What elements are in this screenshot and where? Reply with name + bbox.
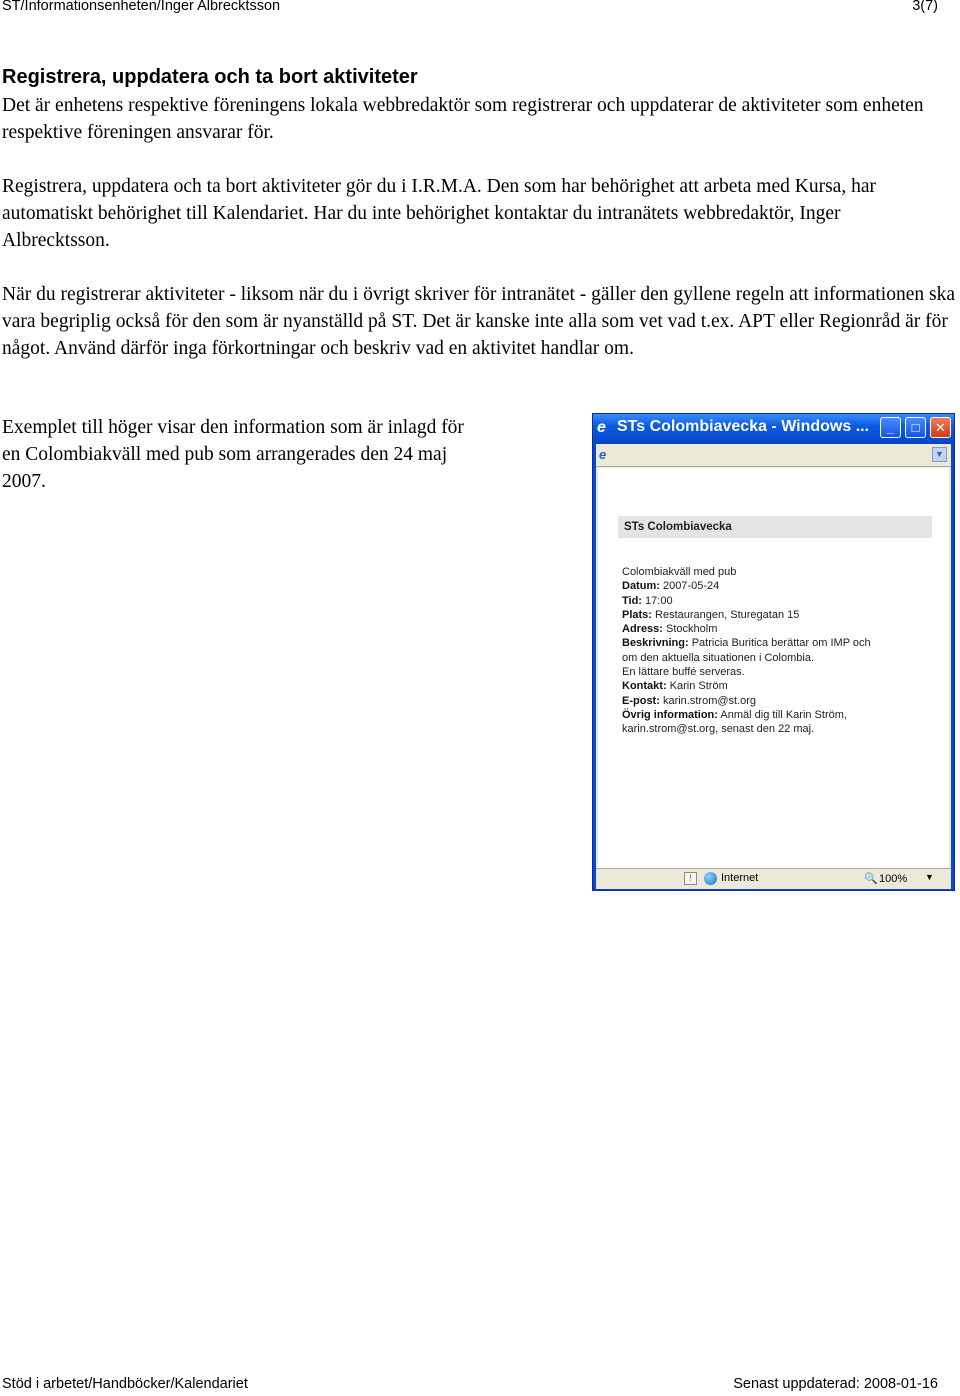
tid-label: Tid: (622, 594, 642, 607)
page-header-left: ST/Informationsenheten/Inger Albrecktsson (2, 0, 281, 14)
maximize-button: □ (905, 417, 926, 438)
window-title: STs Colombiavecka - Windows ... (617, 418, 870, 435)
page-footer-left: Stöd i arbetet/Handböcker/Kalendariet (2, 1376, 248, 1392)
security-zone: Internet (721, 872, 759, 884)
epost-label: E-post: (622, 694, 660, 707)
window-titlebar (593, 414, 954, 444)
page-status-icon: ! (684, 872, 697, 885)
paragraph-writing-rule: När du registrerar aktiviteter - liksom när du i övrigt skriver för intranätet - gäller den gyllene regeln att informationen ska vara begriplig också för den som är nyanställd på ST. Det är kanske inte alla som vet vad t.ex. APT eller Regionråd är för något. Använd därför inga förkortningar och beskriv vad en aktivitet handlar om. (2, 284, 955, 359)
ovrig-label: Övrig information: (622, 708, 718, 721)
beskrivning-value-2: om den aktuella situationen i Colombia. (622, 651, 815, 664)
close-button: ✕ (930, 417, 951, 438)
event-subtitle: Colombiakväll med pub (622, 566, 737, 578)
plats-value: Restaurangen, Sturegatan 15 (655, 608, 800, 621)
paragraph-intro: Det är enhetens respektive föreningens lokala webbredaktör som registrerar och uppdaterar de aktiviteter som enheten respektive föreningen ansvarar för. (2, 95, 924, 143)
datum-value: 2007-05-24 (662, 580, 720, 593)
last-updated: Senast uppdaterad: 2008-01-16 (733, 1376, 938, 1392)
window-frame (596, 444, 951, 888)
beskrivning-value-3: En lättare buffé serveras. (622, 666, 745, 679)
kontakt-label: Kontakt: (622, 680, 667, 693)
example-screenshot (592, 413, 955, 891)
page-number: 3(7) (912, 0, 938, 14)
kontakt-value: Karin Ström (669, 680, 728, 693)
beskrivning-value-1: Patricia Buritica berättar om IMP och (691, 637, 871, 650)
page-content (598, 468, 949, 868)
status-bar (596, 868, 951, 889)
address-bar (596, 444, 951, 467)
event-details (622, 565, 942, 737)
beskrivning-label: Beskrivning: (622, 637, 689, 650)
paragraph-permissions: Registrera, uppdatera och ta bort aktiviteter gör du i I.R.M.A. Den som har behörighet att arbeta med Kursa, har automatiskt behörighet till Kalendariet. Har du inte behörighet kontaktar du intranätets webbredaktör, Inger Albrecktsson. (2, 176, 876, 251)
plats-label: Plats: (622, 608, 652, 621)
page-icon: e (599, 447, 607, 462)
adress-value: Stockholm (666, 623, 718, 636)
epost-value: karin.strom@st.org (662, 694, 757, 707)
ovrig-value-2: karin.strom@st.org, senast den 22 maj. (622, 723, 815, 736)
section-heading: Registrera, uppdatera och ta bort aktiviteter (2, 66, 418, 88)
adress-label: Adress: (622, 623, 663, 636)
minimize-button: _ (880, 417, 901, 438)
globe-icon (704, 872, 717, 885)
zoom-icon: 🔍 (864, 873, 878, 885)
datum-label: Datum: (622, 580, 660, 593)
paragraph-example: Exemplet till höger visar den information som är inlagd för en Colombiakväll med pub som arrangerades den 24 maj 2007. (2, 417, 464, 492)
zoom-level: 100% (879, 873, 908, 885)
event-title: STs Colombiavecka (618, 516, 932, 538)
ie-icon: e (597, 419, 606, 436)
zoom-dropdown-icon: ▼ (925, 872, 934, 882)
ovrig-value-1: Anmäl dig till Karin Ström, (720, 708, 847, 721)
tid-value: 17:00 (645, 594, 673, 607)
chevron-down-icon: ▼ (932, 447, 947, 462)
